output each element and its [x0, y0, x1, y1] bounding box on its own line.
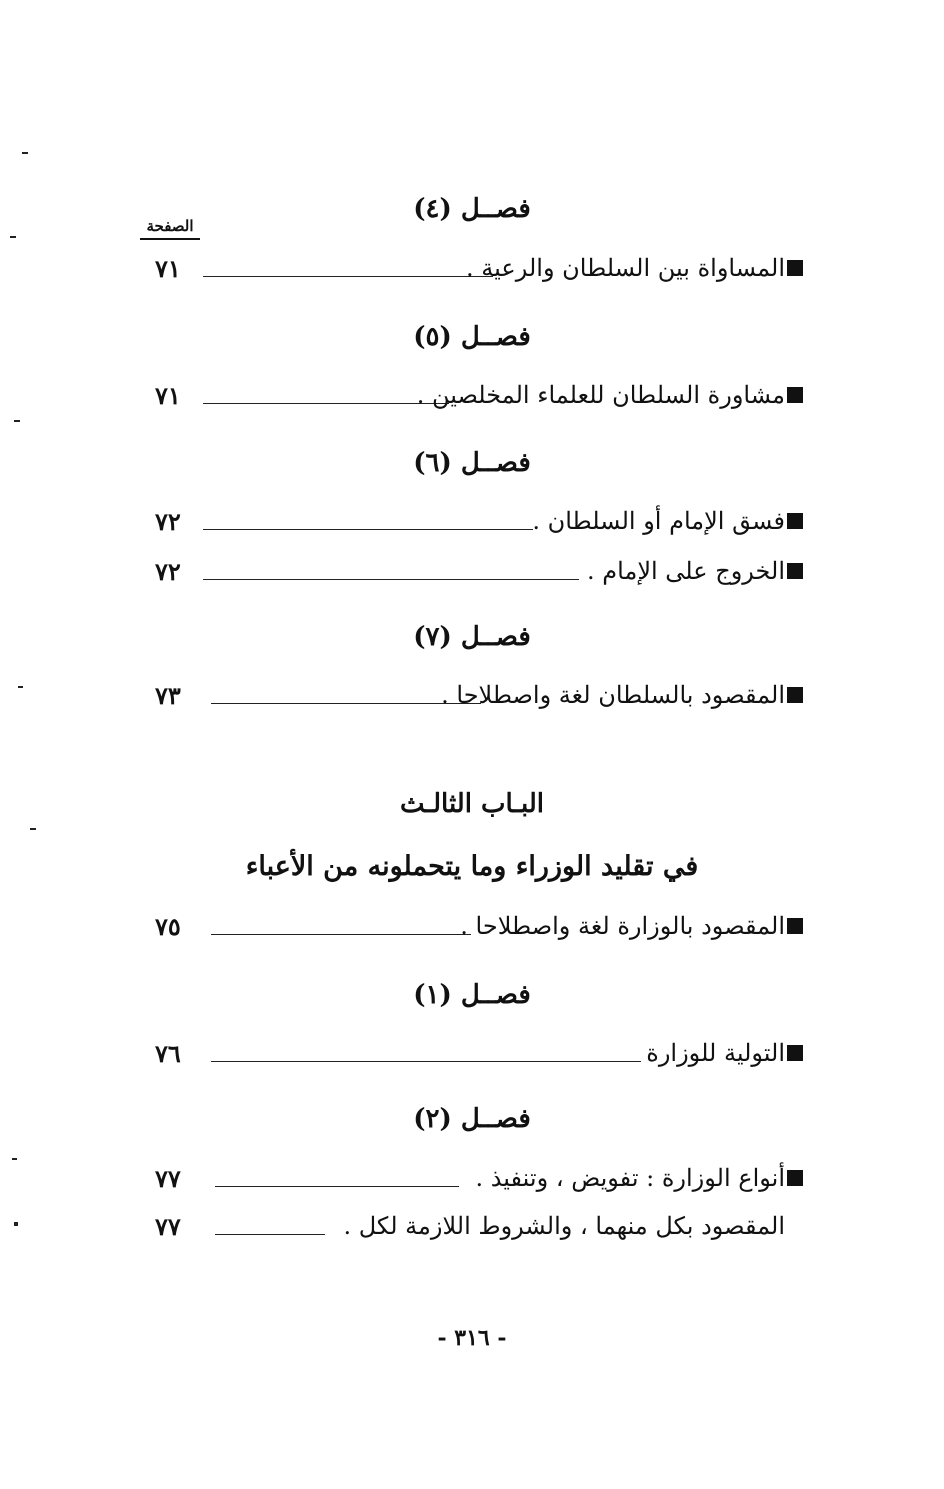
toc-entry	[155, 1160, 795, 1200]
square-bullet-icon	[787, 260, 803, 276]
square-bullet-icon	[787, 1045, 803, 1061]
toc-entry-text: الخروج على الإمام .	[587, 557, 785, 585]
toc-entry	[155, 553, 795, 593]
scan-speck	[18, 686, 23, 688]
part-subtitle: في تقليد الوزراء وما يتحملونه من الأعباء	[245, 851, 699, 882]
toc-entry	[155, 908, 795, 948]
scan-speck	[14, 1222, 18, 1226]
toc-entry	[155, 250, 795, 290]
page-column-header: الصفحة	[140, 216, 200, 240]
toc-entry	[155, 677, 795, 717]
page-number: - ٣١٦ -	[437, 1325, 507, 1351]
chapter-heading-5: فصــل (٥)	[413, 322, 531, 352]
chapter-heading-7: فصــل (٧)	[413, 622, 531, 652]
chapter-heading-1: فصــل (١)	[413, 980, 531, 1010]
part-title: البـاب الثالـث	[399, 789, 545, 819]
toc-entry-text: المقصود بالسلطان لغة واصطلاحا .	[441, 681, 785, 709]
toc-entry-text: المساواة بين السلطان والرعية .	[466, 254, 785, 282]
toc-entry-text: التولية للوزارة	[646, 1039, 785, 1067]
toc-entry	[155, 503, 795, 543]
dotted-leader	[211, 1061, 641, 1062]
square-bullet-icon	[787, 563, 803, 579]
toc-page-number: ٧٢	[155, 507, 181, 536]
toc-page-number: ٧٦	[155, 1039, 181, 1068]
dotted-leader	[215, 1234, 325, 1235]
toc-page-number: ٧٧	[155, 1212, 181, 1241]
toc-page-number: ٧١	[155, 254, 181, 283]
dotted-leader	[203, 276, 493, 277]
toc-page-number: ٧٢	[155, 557, 181, 586]
square-bullet-icon	[787, 513, 803, 529]
toc-entry	[155, 377, 795, 417]
scan-speck	[10, 236, 16, 238]
dotted-leader	[211, 934, 471, 935]
toc-entry	[155, 1035, 795, 1075]
toc-entry-text: المقصود بكل منهما ، والشروط اللازمة لكل .	[343, 1212, 785, 1240]
scan-speck	[14, 420, 20, 422]
dotted-leader	[203, 529, 533, 530]
square-bullet-icon	[787, 687, 803, 703]
toc-entry	[155, 1208, 795, 1248]
square-bullet-icon	[787, 387, 803, 403]
toc-entry-text: المقصود بالوزارة لغة واصطلاحا .	[460, 912, 785, 940]
scan-speck	[30, 828, 36, 830]
chapter-heading-4: فصــل (٤)	[413, 194, 531, 224]
square-bullet-icon	[787, 918, 803, 934]
toc-entry-text: أنواع الوزارة : تفويض ، وتنفيذ .	[475, 1164, 785, 1192]
dotted-leader	[215, 1186, 459, 1187]
toc-page-number: ٧١	[155, 381, 181, 410]
dotted-leader	[203, 403, 449, 404]
scan-speck	[22, 152, 28, 154]
toc-page-number: ٧٥	[155, 912, 181, 941]
toc-page-number: ٧٣	[155, 681, 181, 710]
toc-entry-text: مشاورة السلطان للعلماء المخلصين .	[416, 381, 785, 409]
scan-speck	[12, 1158, 17, 1160]
square-bullet-icon	[787, 1170, 803, 1186]
chapter-heading-2: فصــل (٢)	[413, 1104, 531, 1134]
toc-page-number: ٧٧	[155, 1164, 181, 1193]
dotted-leader	[203, 579, 579, 580]
chapter-heading-6: فصــل (٦)	[413, 448, 531, 478]
toc-entry-text: فسق الإمام أو السلطان .	[532, 507, 785, 535]
